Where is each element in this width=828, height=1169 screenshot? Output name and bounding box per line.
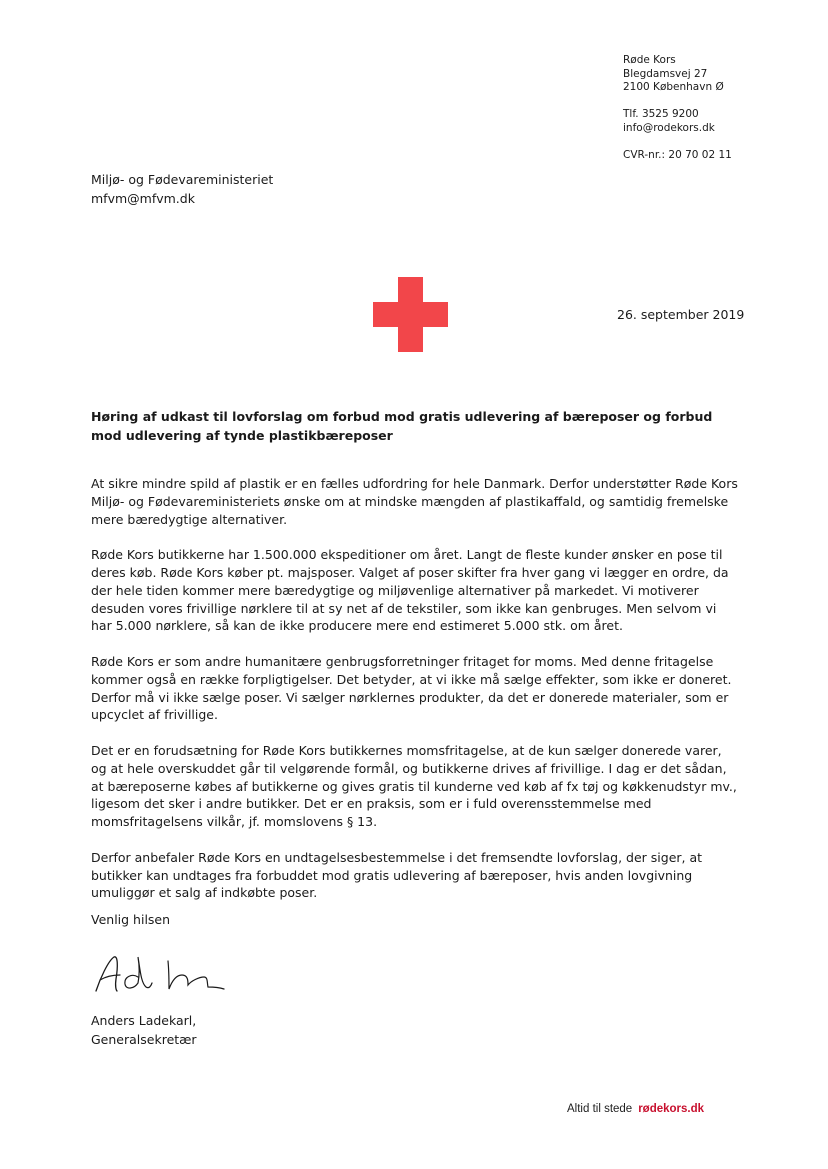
- body-paragraph: Røde Kors er som andre humanitære genbrugsforretninger fritaget for moms. Med denne fritagelse kommer også en række forpligtigelser. Det betyder, at vi ikke må sælge effekter, som ikke er doneret. Derfor må vi ikke sælge poser. Vi sælger nørklernes produkter, da det er donerede materialer, som er upcyclet af frivillige.: [91, 653, 732, 723]
- sender-phone: Tlf. 3525 9200: [623, 108, 699, 120]
- closing-greeting: Venlig hilsen: [91, 912, 171, 927]
- signer-block: [91, 1011, 197, 1049]
- body-paragraph: Røde Kors butikkerne har 1.500.000 ekspeditioner om året. Langt de fleste kunder ønsker en pose til deres køb. Røde Kors køber pt. majsposer. Valget af poser skifter fra hver gang vi lægger en ordre, da der hele tiden kommer mere bæredygtige og miljøvenlige alternativer på markedet. Vi motiverer desuden vores frivillige nørklere til at sy net af de tekstiler, som ikke kan genbruges. Men selvom vi har 5.000 nørklere, så kan de ikke producere mere end estimeret 5.000 stk. om året.: [91, 547, 729, 634]
- letter-body: [91, 475, 741, 920]
- signer-name: Anders Ladekarl,: [91, 1013, 197, 1028]
- body-paragraph: Det er en forudsætning for Røde Kors butikkernes momsfritagelse, at de kun sælger donerede varer, og at hele overskuddet går til velgørende formål, og butikkerne drives af frivillige. I dag er det sådan, at bæreposerne købes af butikkerne og gives gratis til kunderne ved køb af fx tøj og køkkenudstyr mv., ligesom det sker i andre butikker. Det er en praksis, som er i fuld overensstemmelse med momsfritagelsens vilkår, jf. momslovens § 13.: [91, 742, 737, 830]
- sender-cvr: CVR-nr.: 20 70 02 11: [623, 148, 732, 161]
- signature-image: [94, 953, 234, 1001]
- recipient-email[interactable]: mfvm@mfvm.dk: [91, 191, 195, 206]
- footer-tagline: Altid til stede: [567, 1103, 633, 1115]
- sender-org: Røde Kors: [623, 54, 676, 66]
- body-paragraph: Derfor anbefaler Røde Kors en undtagelsesbestemmelse i det fremsendte lovforslag, der siger, at butikker kan undtages fra forbuddet mod gratis udlevering af bæreposer, hvis anden lovgivning umuliggør et salg af indkøbte poser.: [91, 849, 703, 901]
- recipient-name: Miljø- og Fødevareministeriet: [91, 172, 274, 187]
- footer: [567, 1101, 704, 1115]
- red-cross-icon: [373, 277, 448, 352]
- signer-title: Generalsekretær: [91, 1032, 197, 1047]
- letter-subject: Høring af udkast til lovforslag om forbud mod gratis udlevering af bæreposer og forbud mod udlevering af tynde plastikbæreposer: [91, 409, 713, 443]
- letter-date: 26. september 2019: [617, 307, 745, 322]
- footer-website-link[interactable]: rødekors.dk: [638, 1103, 705, 1115]
- recipient-block: [91, 170, 273, 208]
- sender-address-block: [623, 54, 732, 162]
- sender-email[interactable]: info@rodekors.dk: [623, 121, 715, 134]
- sender-street: Blegdamsvej 27: [623, 67, 708, 80]
- sender-city: 2100 København Ø: [623, 81, 724, 93]
- body-paragraph: At sikre mindre spild af plastik er en fælles udfordring for hele Danmark. Derfor understøtter Røde Kors Miljø- og Fødevareministeriets ønske om at mindske mængden af plastikaffald, og samtidig fremelske mere bæredygtige alternativer.: [91, 476, 738, 527]
